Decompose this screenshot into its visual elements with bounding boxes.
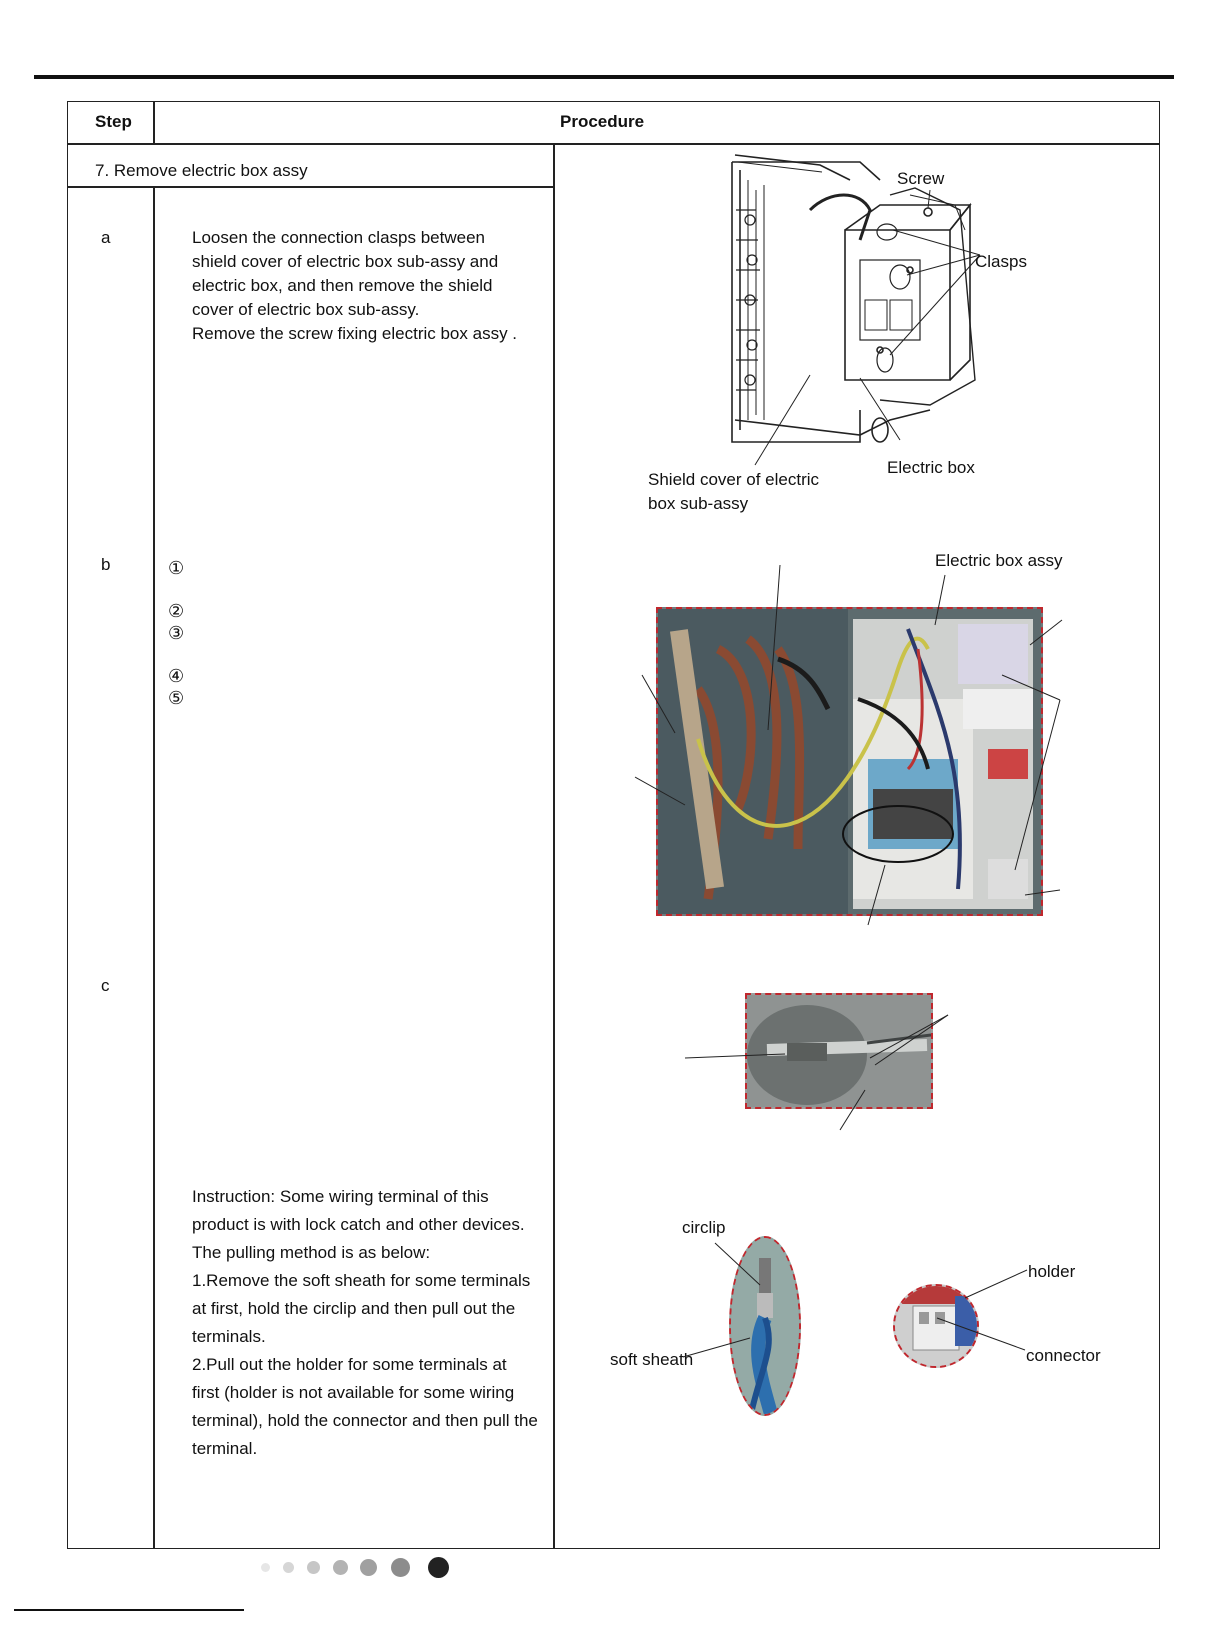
marker-5: ⑤ xyxy=(168,688,185,708)
step-header: Step xyxy=(95,112,132,131)
marker-1: ① xyxy=(168,558,185,578)
instruction-line: 2.Pull out the holder for some terminals at xyxy=(192,1355,507,1374)
instruction-text xyxy=(192,1183,557,1463)
label-clasps: Clasps xyxy=(975,252,1027,271)
instruction-line: at first, hold the circlip and then pull out the xyxy=(192,1299,516,1318)
instruction-line: terminals. xyxy=(192,1327,266,1346)
step-a-line: Remove the screw fixing electric box assy . xyxy=(192,324,518,343)
photo-c-leaders xyxy=(680,1010,960,1135)
section-title: 7. Remove electric box assy xyxy=(95,161,308,180)
photo-d-leaders xyxy=(675,1230,1075,1360)
instruction-line: 1.Remove the soft sheath for some terminals xyxy=(192,1271,531,1290)
step-a-line: shield cover of electric box sub-assy and xyxy=(192,252,499,271)
step-label-c: c xyxy=(101,976,110,995)
instruction-line: terminal. xyxy=(192,1439,258,1458)
step-a-line: cover of electric box sub-assy. xyxy=(192,300,420,319)
footer-dot xyxy=(333,1560,348,1575)
step-a-text xyxy=(192,226,562,346)
label-shield-cover-2: box sub-assy xyxy=(648,494,749,513)
step-a-line: Loosen the connection clasps between xyxy=(192,228,485,247)
figure-electric-box-drawing xyxy=(560,150,1160,520)
label-screw: Screw xyxy=(897,169,945,188)
footer-dot xyxy=(360,1559,377,1576)
label-electric-box-assy: Electric box assy xyxy=(935,551,1063,570)
step-column-divider-top xyxy=(153,101,155,143)
marker-3: ③ xyxy=(168,623,185,643)
footer-dot xyxy=(391,1558,410,1577)
label-soft-sheath: soft sheath xyxy=(610,1350,694,1369)
footer-dot xyxy=(283,1562,294,1573)
footer-dot xyxy=(428,1557,449,1578)
label-shield-cover-1: Shield cover of electric xyxy=(648,470,820,489)
header-divider xyxy=(67,143,1160,145)
instruction-line: The pulling method is as below: xyxy=(192,1243,431,1262)
step-a-line: electric box, and then remove the shield xyxy=(192,276,493,295)
section-divider xyxy=(67,186,554,188)
top-rule xyxy=(34,75,1174,79)
instruction-line: Instruction: Some wiring terminal of this xyxy=(192,1187,489,1206)
marker-4: ④ xyxy=(168,666,185,686)
marker-2: ② xyxy=(168,601,185,621)
instruction-line: first (holder is not available for some wiring xyxy=(192,1383,515,1402)
step-column-divider xyxy=(153,186,155,1549)
instruction-line: product is with lock catch and other devices. xyxy=(192,1215,525,1234)
footer-dot xyxy=(261,1563,270,1572)
label-circlip: circlip xyxy=(682,1218,726,1237)
step-label-a: a xyxy=(101,228,111,247)
photo-b-leaders xyxy=(630,565,1070,940)
label-electric-box: Electric box xyxy=(887,458,975,477)
step-label-b: b xyxy=(101,555,111,574)
procedure-header: Procedure xyxy=(560,112,645,131)
instruction-line: terminal), hold the connector and then pull the xyxy=(192,1411,538,1430)
label-connector: connector xyxy=(1026,1346,1101,1365)
footer-dot xyxy=(307,1561,320,1574)
footer-rule xyxy=(14,1609,244,1611)
label-holder: holder xyxy=(1028,1262,1076,1281)
